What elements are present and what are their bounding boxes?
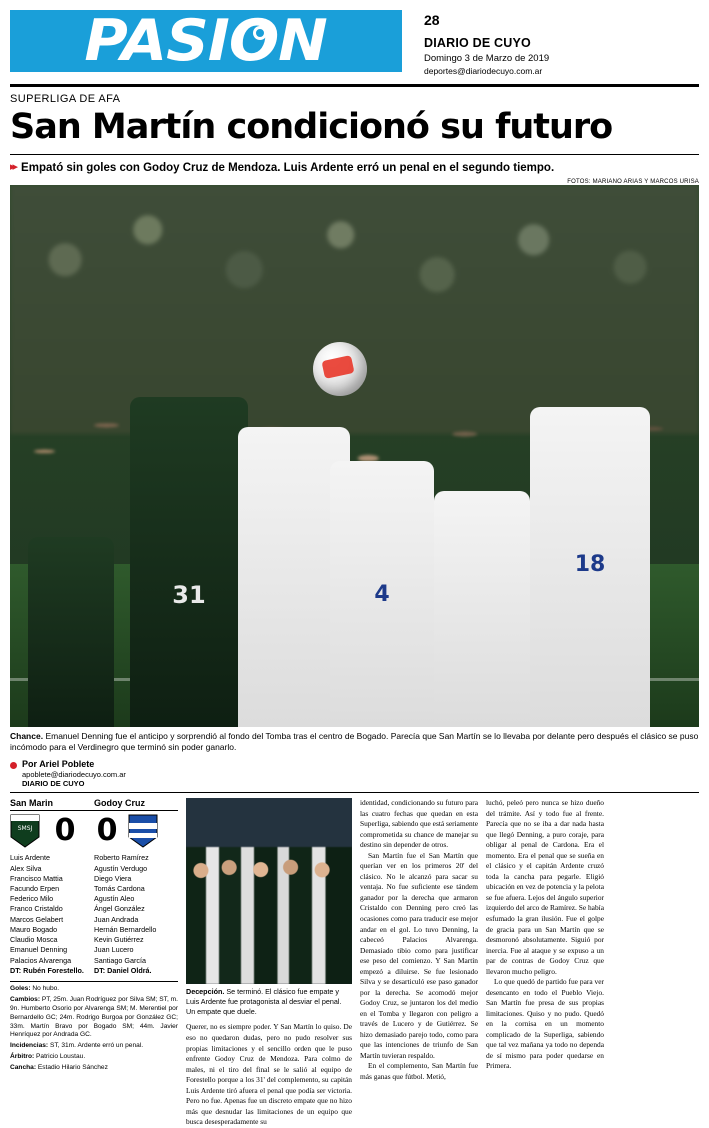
list-item: Roberto Ramírez	[94, 853, 149, 863]
note-cambios	[10, 996, 178, 1040]
body-column-3	[486, 798, 604, 1127]
list-item: Agustín Aleo	[94, 894, 135, 904]
home-team-name: San Marin	[10, 798, 54, 809]
home-lineup	[10, 853, 94, 976]
secondary-photo-caption	[186, 987, 352, 1016]
list-item: Palacios Alvarenga	[10, 955, 72, 965]
list-item: Luis Ardente	[10, 853, 50, 863]
pasion-logo-text: PASION	[84, 10, 328, 72]
list-item: Francisco Mattia	[10, 873, 63, 883]
main-photo-caption-text: Emanuel Denning fue el anticipo y sorprendió al fondo del Tomba tras el centro de Bogado. Parecía que San Martín se lo llevaba por delante pero después el clásico se puso incómodo para el Verdinegro que terminó sin poder ganarlo.	[10, 730, 699, 753]
svg-text:SMSJ: SMSJ	[17, 825, 33, 833]
list-item: Hernán Bernardello	[94, 924, 157, 934]
list-item: Agustín Verdugo	[94, 863, 148, 873]
byline-org: DIARIO DE CUYO	[22, 779, 85, 789]
list-item: Franco Cristaldo	[10, 904, 63, 914]
byline-prefix: Por	[22, 758, 38, 769]
player-white-b	[434, 491, 530, 727]
list-item: Alex Silva	[10, 863, 42, 873]
page-number: 28	[424, 12, 440, 28]
note-label: Árbitro:	[10, 1053, 35, 1061]
away-coach: DT: Daniel Oldrá.	[94, 965, 152, 975]
article-subhead: Empató sin goles con Godoy Cruz de Mendoza. Luis Ardente erró un penal en el segundo tiempo.	[21, 161, 555, 174]
away-score: 0	[96, 813, 118, 849]
chevron-right-icon: ▸▸	[10, 160, 16, 173]
main-photo-caption	[10, 731, 699, 754]
note-text: Estadio Hilario Sánchez	[37, 1064, 108, 1072]
main-photo-caption-lead: Chance.	[10, 730, 44, 741]
subhead-row	[10, 161, 699, 176]
list-item: Claudio Mosca	[10, 935, 58, 945]
secondary-photo	[186, 798, 352, 984]
note-label: Incidencias:	[10, 1042, 49, 1050]
lineups	[10, 853, 178, 976]
note-label: Cambios:	[10, 995, 41, 1003]
list-item: Federico Milo	[10, 894, 54, 904]
list-item: Mauro Bogado	[10, 924, 58, 934]
paragraph: Lo que quedó de partido fue para ver desencanto en todo el Pueblo Viejo. San Martín fue presa de sus propias limitaciones. Quiso y no pudo. Quedó en la cornisa en un momento complicado de la Superliga, sabiendo que tal vez mañana ya todo no dependa de sí mismo para poder quedarse en Primera.	[486, 977, 604, 1071]
paper-date: Domingo 3 de Marzo de 2019	[424, 53, 550, 64]
byline-author-name: Ariel Poblete	[39, 758, 95, 769]
body-column-1	[186, 1022, 352, 1127]
san-martin-crest-icon	[10, 814, 40, 848]
divider-top	[10, 84, 699, 87]
player-dark-31: 31	[130, 397, 248, 727]
body-column-2	[360, 798, 478, 1127]
note-text: PT, 25m. Juan Rodríguez por Silva SM; ST, m. 9n. Humberto Osorio por Alvarenga SM; M. Merentiel por Bernardello GC; 24m. Rodrigo Burgoa por González GC; 33m. Martín Bravo por Bogado SM; 44m. Javier Henríquez por Andrada GC.	[10, 995, 178, 1039]
player-white-4: 4	[330, 461, 434, 727]
note-incidencias	[10, 1042, 178, 1051]
note-cancha	[10, 1064, 178, 1073]
paragraph: identidad, condicionando su futuro para las cuatro fechas que quedan en esta Superliga, sabiendo que está seriamente comprometida su chance de manejar su destino sin depender de otros.	[360, 798, 479, 850]
masthead-info	[402, 10, 699, 76]
paper-email: deportes@diariodecuyo.com.ar	[424, 66, 543, 76]
pasion-logo	[10, 10, 402, 72]
note-text: Patricio Loustau.	[36, 1053, 86, 1061]
list-item: Juan Lucero	[94, 945, 134, 955]
paragraph: Querer, no es siempre poder. Y San Martín lo quiso. De eso no quedaron dudas, pero no pudo resolver sus propias limitaciones y el sencillo orden que le puso enfrente Godoy Cruz de Mendoza. Para colmo de males, ni el tiro del final se le salió al equipo de Forestello porque a los 31' del complemento, su capitán Luis Ardente tiró afuera el penal que podía ser victoria. Pero no fue. Apenas fue un discreto empate que no hizo más que desnudar las limitaciones de un equipo que busca desesperadamente su	[186, 1022, 352, 1127]
away-team-name: Godoy Cruz	[94, 798, 145, 809]
lower-section	[10, 798, 699, 1127]
byline-email[interactable]: apoblete@diariodecuyo.com.ar	[22, 770, 126, 780]
bullet-icon	[10, 762, 17, 769]
list-item: Diego Viera	[94, 873, 132, 883]
secondary-photo-faces	[186, 854, 352, 884]
secondary-caption-lead: Decepción.	[186, 987, 225, 997]
home-coach: DT: Rubén Forestello.	[10, 965, 84, 975]
photo-credit: FOTOS: MARIANO ARIAS Y MARCOS URISA	[567, 178, 699, 185]
team-headers	[10, 798, 178, 811]
paragraph: luchó, peleó pero nunca se hizo dueño del trámite. Así y todo fue al frente. Parecía que no se iba a dar nada hasta que llegó Denning, a puro coraje, para obligar al penal de Cardona. Era el momento. Era el penal que se sueña en el clásico y el capitán Ardente cruzó toda la cancha para pegarle. Eligió ubicación en vez de potencia y la pelota se fue afuera. Lejos del ángulo superior izquierdo del arco de Ramírez. Se había esfumado la gran ilusión. Fue el golpe de gracia para un San Martín que se desmoronó absolutamente. Siguió por inercia. Fue al ataque y se expuso a un par de contras de Godoy Cruz que llevaron mucho peligro.	[486, 798, 604, 976]
paper-name: DIARIO DE CUYO	[424, 36, 531, 50]
masthead	[10, 0, 699, 76]
list-item: Facundo Erpen	[10, 883, 60, 893]
player-dark-left	[28, 537, 114, 727]
player-white-18: 18	[530, 407, 650, 727]
note-text: No hubo.	[32, 984, 60, 992]
divider-headline	[10, 154, 699, 155]
byline	[10, 759, 699, 789]
secondary-caption-text: Se terminó. El clásico fue empate y Luis Ardente fue protagonista al desviar el penal. Un empate que duele.	[186, 987, 342, 1016]
logo-circle-icon	[253, 26, 267, 40]
match-box	[10, 798, 178, 1127]
list-item: Ángel González	[94, 904, 145, 914]
list-item: Emanuel Denning	[10, 945, 68, 955]
list-item: Marcos Gelabert	[10, 914, 64, 924]
main-photo	[10, 185, 699, 727]
list-item: Tomás Cardona	[94, 883, 145, 893]
list-item: Kevin Gutiérrez	[94, 935, 144, 945]
note-label: Cancha:	[10, 1064, 37, 1072]
note-label: Goles:	[10, 984, 31, 992]
secondary-column	[186, 798, 352, 1127]
away-lineup	[94, 853, 178, 976]
byline-author	[22, 759, 126, 771]
match-notes	[10, 981, 178, 1073]
page-title: San Martín condicionó su futuro	[10, 107, 613, 147]
note-goles	[10, 985, 178, 994]
paragraph: En el complemento, San Martín fue más ganas que fútbol. Metió,	[360, 1061, 478, 1081]
score-row	[10, 814, 178, 848]
note-text: ST, 31m. Ardente erró un penal.	[49, 1042, 144, 1050]
note-arbitro	[10, 1053, 178, 1062]
list-item: Santiago García	[94, 955, 146, 965]
home-score: 0	[54, 813, 76, 849]
paragraph: San Martín fue el San Martín que querían ver en los primeros 20' del clásico. No le alcanzó para sacar su ventaja. No fue suficiente ese tándem ganador por la derecha que armaron Cristaldo con Denning pero creó las ocasiones como para traducir ese mejor andar en el gol. Lo tuvo Denning, la cabeceó Palacios Alvarenga. Demasiado tibio como para justificar ese peso del comienzo. Y San Martín empezó a diluirse. Se fue lesionado Silva y se desarticuló ese paso ganador por la derecha. Se acomodó mejor Godoy Cruz, se juntaron los del medio en el Tomba y llegaron con peligro a través de Lucero y de Gutiérrez. Se hizo demasiado parejo todo, como para que las intenciones de triunfo de San Martín tuvieran respaldo.	[360, 850, 478, 1060]
section-kicker: SUPERLIGA DE AFA	[10, 93, 121, 105]
godoy-cruz-crest-icon	[128, 814, 158, 848]
football-icon	[313, 342, 367, 396]
divider-lower	[10, 792, 699, 793]
list-item: Juan Andrada	[94, 914, 139, 924]
